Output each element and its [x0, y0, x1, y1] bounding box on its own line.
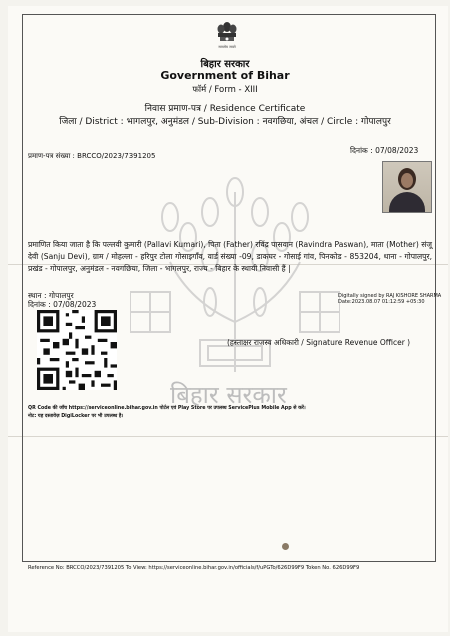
issue-date-bottom: दिनांक : 07/08/2023: [28, 300, 97, 309]
certificate-title: निवास प्रमाण-पत्र / Residence Certificate: [144, 104, 306, 114]
district-line: जिला / District : भागलपुर, अनुमंडल / Sub-Division : नवगछिया, अंचल / Circle : गोपालपुर: [59, 117, 391, 127]
issue-date-top: दिनांक : 07/08/2023: [350, 146, 419, 155]
ashoka-emblem-icon: [214, 20, 240, 50]
watermark-text: बिहार सरकार: [170, 381, 287, 409]
place: स्थान : गोपालपुर: [28, 291, 74, 300]
emblem-motto: सत्यमेव जयते: [218, 45, 236, 49]
paper-mark: [282, 543, 289, 550]
reference-footer: Reference No: BRCCO/2023/7391205 To View: https://serviceonline.bihar.gov.in/officials/f/uPGTo/626D99F9 Token No. 626D99F9: [28, 565, 360, 571]
digital-signature-name: Digitally signed by RAJ KISHORE SHARMA: [338, 293, 442, 299]
qr-verification-note: QR Code की जाँच https://serviceonline.bihar.gov.in पोर्टल एवं Play Store पर उपलब्ध ServicePlus Mobile App से करें।: [28, 406, 306, 411]
certificate-number: प्रमाण-पत्र संख्या : BRCCO/2023/7391205: [28, 152, 156, 160]
government-title-english: Government of Bihar: [160, 69, 290, 82]
digital-signature-date: Date:2023.08.07 01:12:59 +05:30: [338, 299, 425, 305]
signature-revenue-officer: (हस्ताक्षर राजस्व अधिकारी / Signature Revenue Officer ): [227, 338, 411, 347]
certificate-body: प्रमाणित किया जाता है कि पल्लवी कुमारी (Pallavi Kumari), पिता (Father) रविंद्र पासवान (Ravindra Paswan), माता (Mother) संजू देवी (Sanju Devi), ग्राम / मोहल्ला - हरिपुर टोला गोसाइगाँव, वार्ड संख्या -09, डाकघर - गोसाई गांव, पिनकोड - 853204, थाना - गोपालपुर, प्रखंड - गोपालपुर, अनुमंडल - नवगछिया, जिला - भागलपुर, राज्य - बिहार के स्थायी निवासी हैं |: [28, 240, 432, 273]
qr-code[interactable]: [37, 310, 117, 390]
applicant-photo: [382, 161, 432, 213]
digilocker-note: नोट: यह दस्तावेज़ DigiLocker पर भी उपलब्ध है।: [28, 414, 124, 419]
form-number: फॉर्म / Form - XIII: [192, 85, 258, 95]
bihar-seal-watermark: [130, 172, 340, 412]
government-title-hindi: बिहार सरकार: [200, 59, 250, 70]
